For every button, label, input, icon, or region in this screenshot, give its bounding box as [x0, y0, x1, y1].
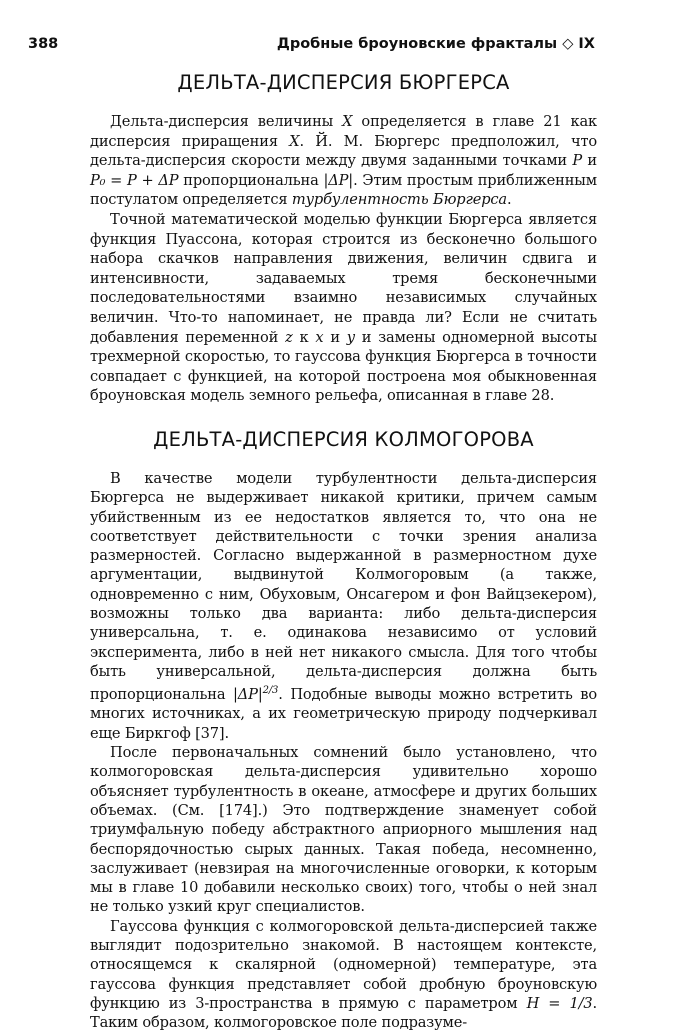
page-number: 388	[28, 36, 59, 52]
math-y: y	[346, 328, 355, 346]
math-X: X	[342, 113, 353, 130]
kolmogorov-paragraph-1: В качестве модели турбулентности дельта-дисперсия Бюргерса не выдерживает никакой критики, причем самым убийственным из ее недостатков является то, что она не соответствует действительности с точки зрения анализа размерностей. Согласно выдержанной в размерностном духе аргументации, выдвинутой Колмогоровым (а также, одновременно с ним, Обуховым, Онсагером и фон Вайцзекером), возможны только два варианта: либо дельта-дисперсия универсальна, т. е. одинакова независимо от условий эксперимента, либо в ней нет никакого смысла. Для того чтобы быть универсальной, дельта-дисперсия должна быть пропорциональна $|\Delta P|^{2/3}$. Подобные выводы можно встретить во многих источниках, а их геометрическую природу подчеркивал еще Биркгоф [37].	[90, 469, 597, 742]
math-one-third: 1/3	[569, 994, 593, 1012]
math-abs-delta-P: |ΔP|	[233, 686, 263, 704]
math-P: P	[572, 152, 583, 170]
math-abs-delta-P: |ΔP|	[323, 171, 354, 189]
math-x: x	[315, 328, 324, 346]
math-exponent-two-thirds: 2/3	[262, 685, 279, 697]
kolmogorov-paragraph-2: После первоначальных сомнений было установлено, что колмогоровская дельта-дисперсия удивительно хорошо объясняет турбулентность в океане, атмосфере и других больших объемах. (См. [174].) Это подтверждение знаменует собой триумфальную победу абстрактного априорного мышления над беспорядочностью сырых данных. Такая победа, несомненно, заслуживает (невзирая на многочисленные оговорки, к которым мы в главе 10 добавили несколько своих) того, чтобы о ней знал не только узкий круг специалистов.	[90, 744, 597, 916]
running-header	[28, 36, 595, 56]
math-X: X	[289, 132, 300, 150]
section-title-kolmogorov: ДЕЛЬТА-ДИСПЕРСИЯ КОЛМОГОРОВА	[153, 427, 534, 451]
burgers-paragraph-1: Дельта-дисперсия величины X определяется в главе 21 как дисперсия приращения X. Й. М. Бюргерс предположил, что дельта-дисперсия скорости между двумя заданными точками P и P₀ = P + ΔP пропорциональна |ΔP|. Этим простым приближенным постулатом определяется турбулентность Бюргерса.	[90, 113, 597, 209]
kolmogorov-paragraph-3: Гауссова функция с колмогоровской дельта-дисперсией также выглядит подозрительно знакомой. В настоящем контексте, относящемся к скалярной (одномерной) температуре, эта гауссова функция представляет собой дробную броуновскую функцию из 3-пространства в прямую с параметром H = 1/3. Таким образом, колмогоровское поле подразуме-	[90, 917, 597, 1032]
emphasis-burgers-turbulence: турбулентность Бюргерса	[291, 191, 507, 209]
math-H: H =	[526, 994, 570, 1012]
burgers-paragraph-2: Точной математической моделью функции Бюргерса является функция Пуассона, которая строится из бесконечно большого набора скачков направления движения, величин сдвига и интенсивности, задаваемых тремя бесконечными последовательностями взаимно независимых случайных величин. Что-то напоминает, не правда ли? Если не считать добавления переменной z к x и y и замены одномерной высоты трехмерной скоростью, то гауссова функция Бюргерса в точности совпадает с функцией, на которой построена моя обыкновенная броуновская модель земного рельефа, описанная в главе 28.	[90, 210, 597, 405]
section-title-burgers: ДЕЛЬТА-ДИСПЕРСИЯ БЮРГЕРСА	[177, 71, 510, 94]
math-z: z	[285, 328, 293, 346]
page-body	[90, 68, 597, 1033]
math-P0: P₀ = P + ΔP	[90, 171, 179, 189]
running-title: Дробные броуновские фракталы ◇ IX	[276, 36, 595, 52]
